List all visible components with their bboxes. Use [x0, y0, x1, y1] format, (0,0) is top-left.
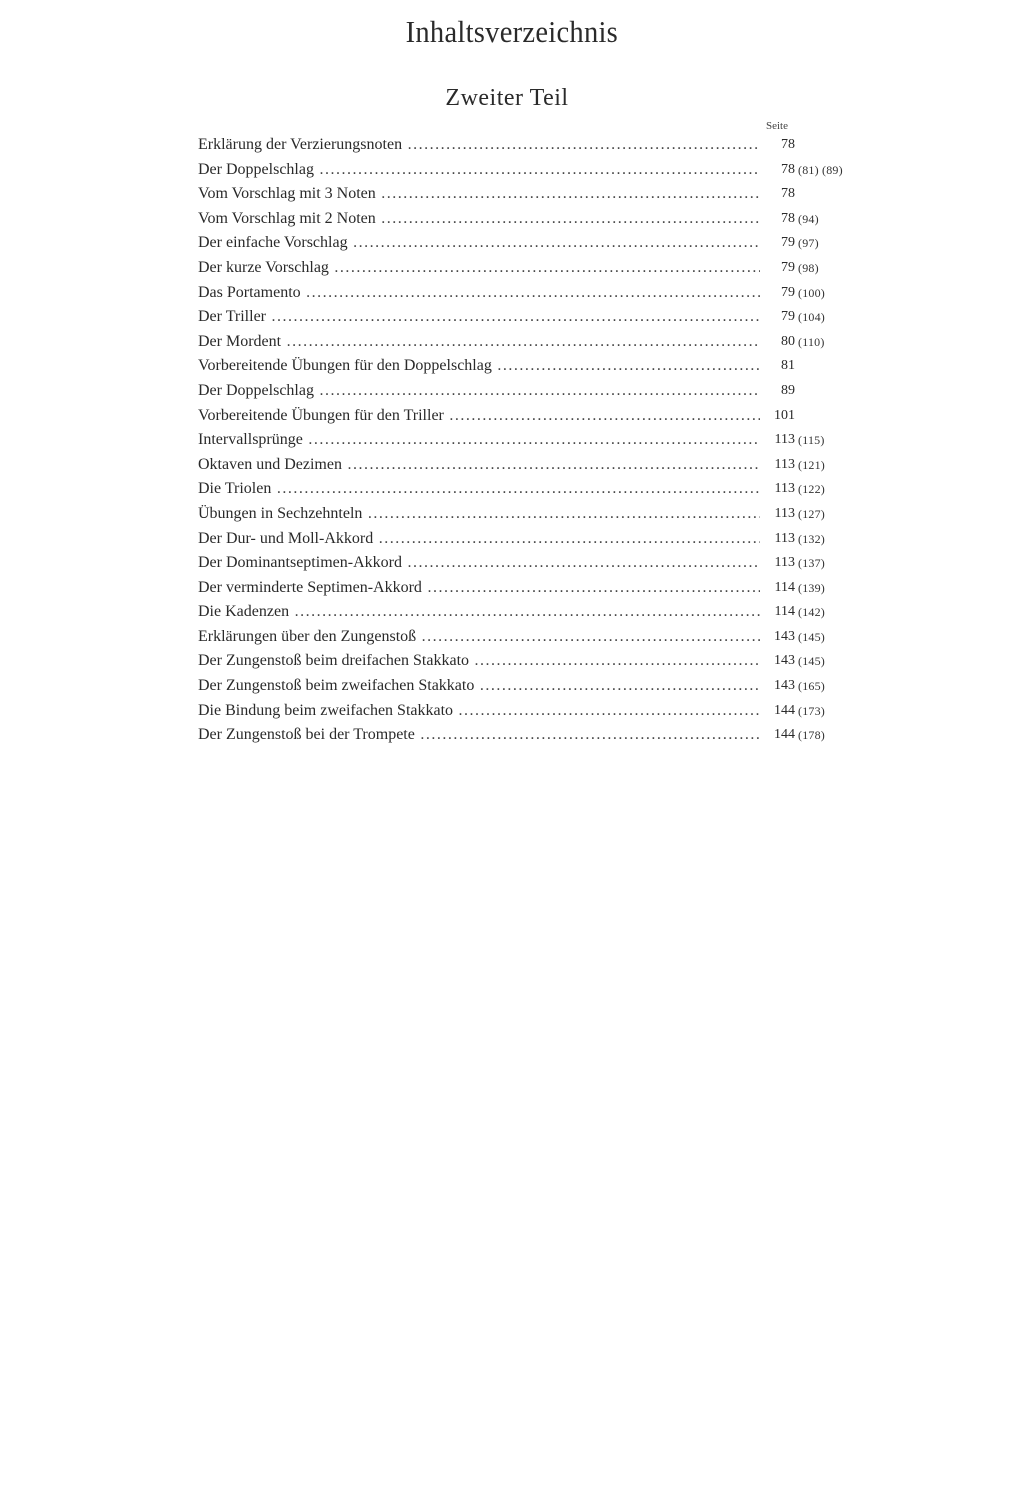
toc-entry-page: 113	[774, 456, 795, 472]
toc-entry-refs: (100)	[798, 285, 825, 300]
toc-entry-page: 78	[781, 186, 795, 202]
toc-entry-refs: (178)	[798, 728, 825, 743]
toc-entry-page: 80	[781, 333, 795, 349]
toc-entry	[198, 158, 868, 183]
toc-entry-title: Erklärung der Verzierungsnoten .....	[198, 133, 760, 158]
toc-entry	[198, 699, 868, 724]
toc-entry-page: 144	[774, 727, 795, 743]
toc-entry-page: 114	[774, 579, 795, 595]
toc-entry-page: 79	[781, 309, 795, 325]
toc-entry-refs: (137)	[798, 556, 825, 571]
toc-entry-title: Erklärungen über den Zungenstoß .....	[198, 625, 760, 650]
toc-entry-page: 113	[774, 481, 795, 497]
toc-entry	[198, 404, 868, 429]
toc-entry	[198, 330, 868, 355]
toc-entry	[198, 502, 868, 527]
toc-entry	[198, 576, 868, 601]
toc-entry-title: Vom Vorschlag mit 3 Noten .....	[198, 182, 760, 207]
toc-entry-title: Die Triolen .....	[198, 477, 760, 502]
toc-entry-title: Der Doppelschlag .....	[198, 158, 760, 183]
toc-entry-refs: (132)	[798, 531, 825, 546]
page-column-header: Seite	[766, 120, 788, 132]
toc-entry-refs: (127)	[798, 506, 825, 521]
toc-entry-title: Oktaven und Dezimen .....	[198, 453, 760, 478]
toc-entry	[198, 354, 868, 379]
toc-entry-title: Vom Vorschlag mit 2 Noten .....	[198, 207, 760, 232]
toc-entry	[198, 256, 868, 281]
toc-entry-page: 143	[774, 653, 795, 669]
toc-entry	[198, 600, 868, 625]
toc-entry	[198, 281, 868, 306]
toc-entry-page: 101	[774, 407, 795, 423]
toc-entry	[198, 182, 868, 207]
toc-entry-page: 79	[781, 259, 795, 275]
toc-entry-page: 113	[774, 505, 795, 521]
toc-entry-refs: (142)	[798, 605, 825, 620]
toc-entry-refs: (145)	[798, 629, 825, 644]
toc-entry-page: 79	[781, 235, 795, 251]
toc-entry	[198, 133, 868, 158]
toc-entry-title: Der Zungenstoß bei der Trompete .....	[198, 723, 760, 748]
page-title: Inhaltsverzeichnis	[405, 14, 619, 49]
toc-entry-title: Vorbereitende Übungen für den Triller .....	[198, 404, 760, 429]
toc-entry-refs: (165)	[798, 679, 825, 694]
toc-entry-refs: (81) (89)	[798, 162, 843, 177]
toc-entry	[198, 477, 868, 502]
toc-entry-title: Die Bindung beim zweifachen Stakkato .....	[198, 699, 760, 724]
toc-entry-title: Der Zungenstoß beim dreifachen Stakkato .....	[198, 649, 760, 674]
toc-entry-page: 78	[781, 137, 795, 152]
toc-entry	[198, 428, 868, 453]
table-of-contents	[198, 133, 868, 748]
toc-entry-page: 113	[774, 530, 795, 546]
toc-entry-title: Der einfache Vorschlag .....	[198, 231, 760, 256]
toc-entry-page: 89	[781, 382, 795, 398]
toc-entry-title: Der Zungenstoß beim zweifachen Stakkato .....	[198, 674, 760, 699]
toc-entry	[198, 527, 868, 552]
toc-entry-refs: (139)	[798, 580, 825, 595]
toc-entry-title: Übungen in Sechzehnteln .....	[198, 502, 760, 527]
toc-entry	[198, 453, 868, 478]
toc-entry-title: Das Portamento .....	[198, 281, 760, 306]
toc-entry-refs: (98)	[798, 260, 819, 275]
toc-entry-page: 114	[774, 604, 795, 620]
toc-entry-title: Der kurze Vorschlag .....	[198, 256, 760, 281]
toc-entry-title: Der Dominantseptimen-Akkord .....	[198, 551, 760, 576]
toc-entry	[198, 305, 868, 330]
toc-entry-page: 143	[774, 628, 795, 644]
toc-entry-title: Der Triller .....	[198, 305, 760, 330]
toc-entry-title: Intervallsprünge .....	[198, 428, 760, 453]
toc-entry-page: 113	[774, 555, 795, 571]
toc-entry-page: 144	[774, 702, 795, 718]
toc-entry-page: 78	[781, 161, 795, 177]
toc-entry-title: Der verminderte Septimen-Akkord .....	[198, 576, 760, 601]
toc-entry-title: Die Kadenzen .....	[198, 600, 760, 625]
toc-entry-page: 113	[774, 432, 795, 448]
toc-entry-page: 79	[781, 284, 795, 300]
toc-entry	[198, 625, 868, 650]
toc-entry	[198, 379, 868, 404]
toc-entry-refs: (94)	[798, 211, 819, 226]
toc-entry-refs: (121)	[798, 457, 825, 472]
toc-entry-title: Der Dur- und Moll-Akkord .....	[198, 527, 760, 552]
toc-entry	[198, 231, 868, 256]
toc-entry-title: Vorbereitende Übungen für den Doppelschlag .....	[198, 354, 760, 379]
toc-entry-refs: (173)	[798, 703, 825, 718]
toc-entry	[198, 207, 868, 232]
toc-entry-page: 81	[781, 358, 795, 374]
toc-entry	[198, 649, 868, 674]
toc-entry-refs: (122)	[798, 482, 825, 497]
toc-entry-title: Der Doppelschlag .....	[198, 379, 760, 404]
toc-entry-page: 78	[781, 210, 795, 226]
toc-entry-refs: (97)	[798, 236, 819, 251]
toc-entry-refs: (145)	[798, 654, 825, 669]
toc-entry-refs: (115)	[798, 433, 825, 448]
toc-entry-refs: (110)	[798, 334, 825, 349]
toc-entry-title: Der Mordent .....	[198, 330, 760, 355]
toc-entry-refs: (104)	[798, 310, 825, 325]
toc-entry	[198, 674, 868, 699]
toc-entry	[198, 551, 868, 576]
toc-entry	[198, 723, 868, 748]
toc-entry-page: 143	[774, 678, 795, 694]
section-title: Zweiter Teil	[445, 85, 569, 111]
